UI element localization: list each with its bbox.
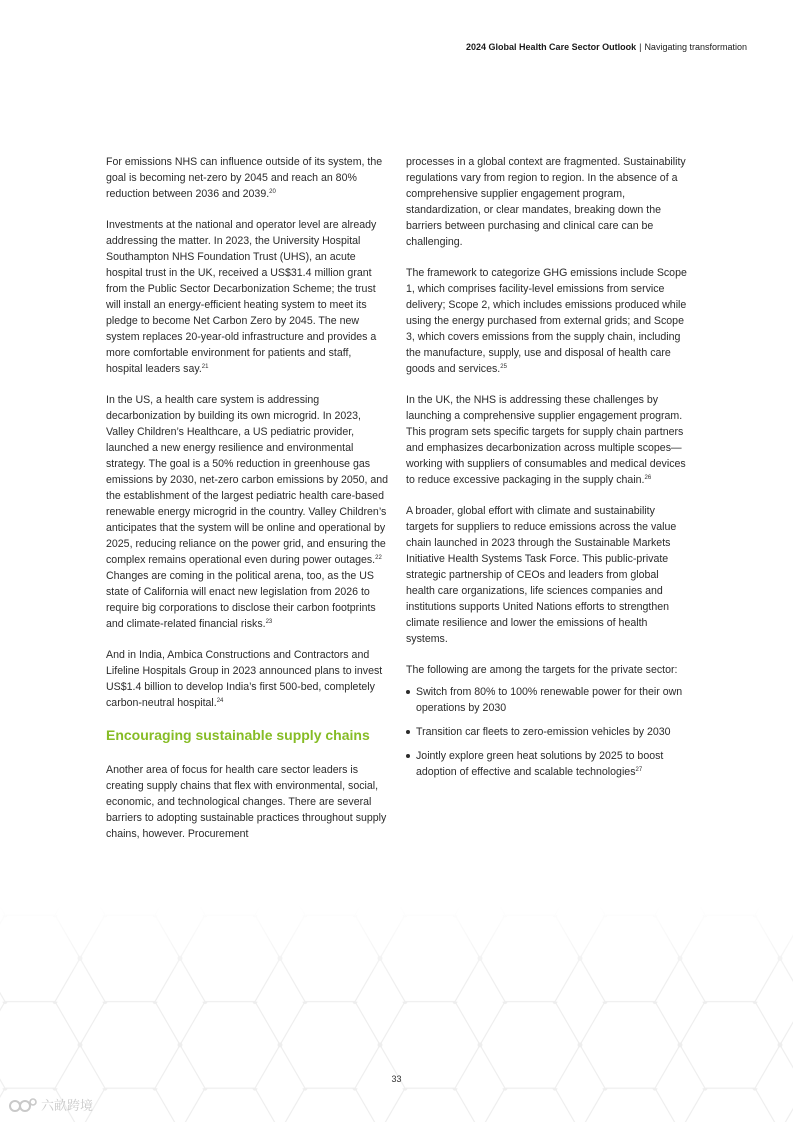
list-item: Jointly explore green heat solutions by 2025 to boost adoption of effective and scalable technologies$^{27}$ (406, 748, 689, 780)
targets-list (406, 684, 689, 780)
footnote-ref: 22 (375, 555, 382, 561)
left-column (106, 154, 389, 857)
header-separator: | (639, 42, 642, 52)
paragraph-global-effort: A broader, global effort with climate and sustainability targets for suppliers to reduce emissions across the value chain launched in 2023 through the Sustainable Markets Initiative Health Systems Task Force. This public-private strategic partnership of CEOs and leaders from global health care organizations, life sciences companies and institutions supports United Nations efforts to strengthen climate resilience and lower the emissions of health systems. (406, 505, 677, 645)
footnote-ref: 21 (201, 364, 209, 370)
footnote-ref: 20 (269, 189, 276, 195)
right-column (406, 154, 689, 788)
paragraph-targets-intro: The following are among the targets for the private sector: (406, 664, 678, 676)
list-item: Transition car fleets to zero-emission vehicles by 2030 (406, 724, 689, 740)
watermark-logo-icon (8, 1097, 38, 1113)
watermark-text: 六畝跨境 (41, 1098, 94, 1113)
section-heading: Encouraging sustainable supply chains (106, 727, 370, 743)
paragraph-nhs-supplier: In the UK, the NHS is addressing these challenges by launching a comprehensive supplier engagement program. This program sets specific targets for supply chain partners and emphasizes decarbonization across multiple scopes—working with suppliers of consumables and medical devices to reduce excessive packaging in the supply chain.$^{26}$ (406, 394, 686, 486)
page-number: 33 (391, 1074, 402, 1084)
footnote-ref: 27 (635, 767, 643, 773)
document-subtitle: Navigating transformation (644, 42, 747, 52)
footnote-ref: 24 (216, 698, 224, 704)
footnote-ref: 26 (644, 475, 652, 481)
paragraph-nhs-emissions: For emissions NHS can influence outside of its system, the goal is becoming net-zero by 2045 and reach an 80% reduction between 2036 and 2039.20 (106, 156, 383, 200)
paragraph-uhs-investment: Investments at the national and operator level are already addressing the matter. In 2023, the University Hospital Southampton NHS Foundation Trust (UHS), an acute hospital trust in the UK, received a US$31.4 million grant from the Public Sector Decarbonization Scheme; the trust will install an energy-efficient heating system to meet its pledge to become Net Carbon Zero by 2045. The new system replaces 20-year-old infrastructure and provides a more comfortable environment for patients and staff, hospital leaders say.$^{21}$ (106, 219, 377, 375)
watermark (8, 1095, 93, 1114)
list-item: Switch from 80% to 100% renewable power for their own operations by 2030 (406, 684, 689, 716)
paragraph-india-hospital: And in India, Ambica Constructions and Contractors and Lifeline Hospitals Group in 2023 announced plans to invest US$1.4 billion to develop India’s first 500-bed, completely carbon-neutral hospital.$^{24}$ (106, 649, 383, 709)
paragraph-procurement: processes in a global context are fragmented. Sustainability regulations vary from region to region. In the absence of a comprehensive supplier engagement program, standardization, or clear mandates, breaking down the barriers between purchasing and clinical care can be challenging. (406, 156, 686, 248)
paragraph-us-microgrid: In the US, a health care system is addressing decarbonization by building its own microgrid. In 2023, Valley Children’s Healthcare, a US pediatric provider, launched a new energy resilience and environmental strategy. The goal is a 50% reduction in greenhouse gas emissions by 2030, net-zero carbon emissions by 2050, and the establishment of the largest pediatric health care-based renewable energy microgrid in the country. Valley Children’s anticipates that the system will be online and operational by 2025, reducing reliance on the power grid, and ensuring the complex remains operational even during power outages.$^{22}$ Changes are coming in the political arena, too, as the US state of California will enact new legislation from 2026 to require big corporations to disclose their carbon footprints and climate-related financial risks.$^{23}$ (106, 394, 389, 630)
footnote-ref: 23 (265, 619, 273, 625)
paragraph-ghg-framework: The framework to categorize GHG emissions include Scope 1, which comprises facility-level emissions from service delivery; Scope 2, which includes emissions produced while using the energy purchased from external grids; and Scope 3, which covers emissions from the supply chain, including the manufacture, supply, use and disposal of health care goods and services.$^{25}$ (406, 267, 687, 375)
running-header (466, 42, 747, 52)
paragraph-supply-chains: Another area of focus for health care sector leaders is creating supply chains that flex with environmental, social, economic, and technological changes. There are several barriers to adopting sustainable practices throughout supply chains, however. Procurement (106, 764, 387, 840)
document-title: 2024 Global Health Care Sector Outlook (466, 42, 637, 52)
footnote-ref: 25 (500, 364, 507, 370)
hexagon-pattern-background (0, 905, 793, 1122)
